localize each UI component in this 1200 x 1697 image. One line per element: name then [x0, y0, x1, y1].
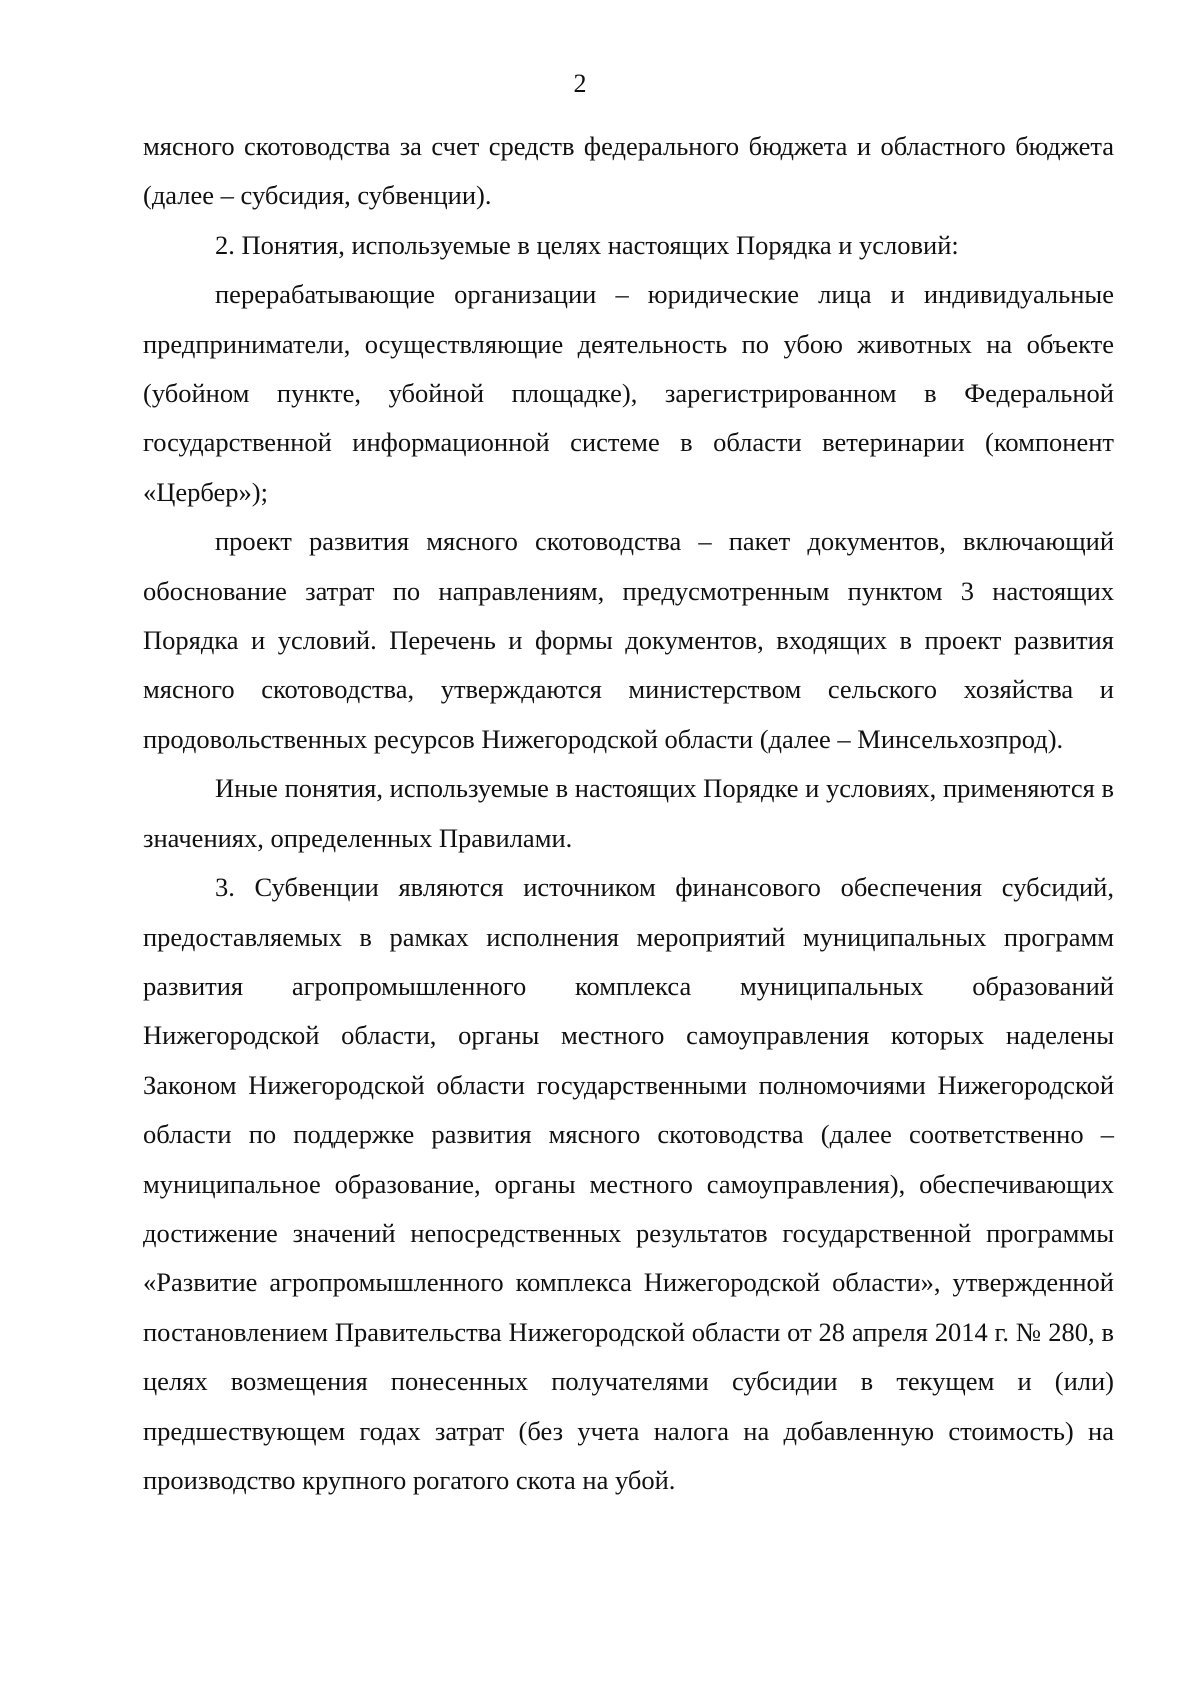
paragraph-processing-organizations: перерабатывающие организации – юридические лица и индивидуальные предприниматели, осуществляющие деятельность по убою животных на объекте (убойном пункте, убойной площадке), зарегистрированном в Федеральной государственной информационной системе в области ветеринарии (компонент «Цербер»); — [143, 279, 1114, 507]
paragraph-other-terms: Иные понятия, используемые в настоящих Порядке и условиях, применяются в значениях, определенных Правилами. — [143, 773, 1114, 853]
page-number: 2 — [573, 69, 587, 98]
paragraph-project-definition: проект развития мясного скотоводства – пакет документов, включающий обоснование затрат по направлениям, предусмотренным пунктом 3 настоящих Порядка и условий. Перечень и формы документов, входящих в проект развития мясного скотоводства, утверждаются министерством сельского хозяйства и продовольственных ресурсов Нижегородской области (далее – Минсельхозпрод). — [143, 526, 1114, 754]
paragraph-continuation: мясного скотоводства за счет средств федерального бюджета и областного бюджета (далее – субсидия, субвенции). — [143, 131, 1114, 211]
paragraph-section-3: 3. Субвенции являются источником финансового обеспечения субсидий, предоставляемых в рамках исполнения мероприятий муниципальных программ развития агропромышленного комплекса муниципальных образований Нижегородской области, органы местного самоуправления которых наделены Законом Нижегородской области государственными полномочиями Нижегородской области по поддержке развития мясного скотоводства (далее соответственно – муниципальное образование, органы местного самоуправления), обеспечивающих достижение значений непосредственных результатов государственной программы «Развитие агропромышленного комплекса Нижегородской области», утвержденной постановлением Правительства Нижегородской области от 28 апреля 2014 г. № 280, в целях возмещения понесенных получателями субсидии в текущем и (или) предшествующем годах затрат (без учета налога на добавленную стоимость) на производство крупного рогатого скота на убой. — [143, 872, 1114, 1495]
document-body — [143, 122, 1114, 1505]
paragraph-section-2: 2. Понятия, используемые в целях настоящих Порядка и условий: — [215, 229, 959, 260]
